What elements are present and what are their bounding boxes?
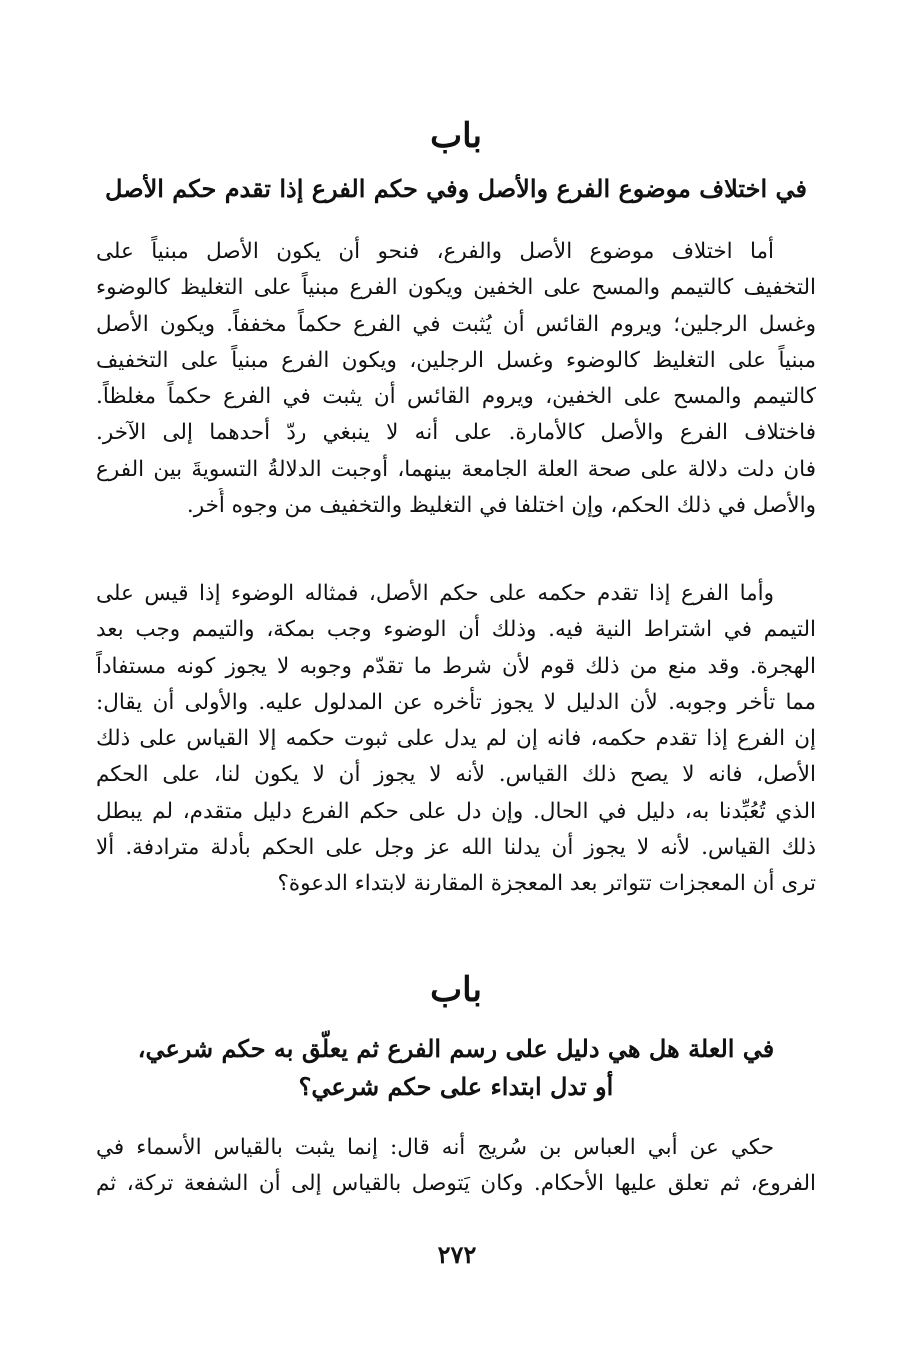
paragraph-line: فان دلت دلالة على صحة العلة الجامعة بينهما، أوجبت الدلالةُ التسويةَ بين الفرع [96,456,816,482]
paragraph-line: وغسل الرجلين؛ ويروم القائس أن يُثبت في الفرع حكماً مخففاً. ويكون الأصل [96,311,816,337]
section-1-subtitle: في اختلاف موضوع الفرع والأصل وفي حكم الفرع إذا تقدم حكم الأصل [105,174,807,203]
section-2-subtitle-line-2: أو تدل ابتداء على حكم شرعي؟ [298,1072,614,1101]
section-2-heading [96,968,816,1106]
section-2-subtitle-line-1: في العلة هل هي دليل على رسم الفرع ثم يعلّق به حكم شرعي، [137,1034,775,1063]
section-1-heading [96,114,816,210]
page-number: ٢٧٢ [437,1240,477,1269]
paragraph-line: التيمم في اشتراط النية فيه. وذلك أن الوضوء وجب بمكة، والتيمم وجب بعد [96,617,816,643]
paragraph-line: أما اختلاف موضوع الأصل والفرع، فنحو أن يكون الأصل مبنياً على [96,239,774,264]
paragraph-line: وأما الفرع إذا تقدم حكمه على حكم الأصل، فمثاله الوضوء إذا قيس على [96,581,774,606]
paragraph-line: والأصل في ذلك الحكم، وإن اختلفا في التغليظ والتخفيف من وجوه أُخر. [186,493,816,519]
paragraph-line: مبنياً على التغليظ كالوضوء وغسل الرجلين، ويكون الفرع مبنياً على التخفيف [96,347,816,373]
paragraph-line: فاختلاف الفرع والأصل كالأمارة. على أنه لا ينبغي ردّ أحدهما إلى الآخر. [96,420,816,446]
paragraph-3 [96,1130,816,1203]
paragraph-1 [96,234,816,524]
paragraph-line: كالتيمم والمسح على الخفين، ويروم القائس أن يثبت في الفرع حكماً مغلظاً. [96,384,816,410]
paragraph-line: الهجرة. وقد منع من ذلك قوم لأن شرط ما تقدّم وجوبه لا يجوز كونه مستفاداً [96,653,816,679]
section-2-bab-title: باب [430,970,482,1010]
paragraph-2 [96,576,816,903]
paragraph-line: الأصل، فانه لا يصح ذلك القياس. لأنه لا يجوز أن لا يكون لنا، على الحكم [96,762,816,788]
paragraph-line: ذلك القياس. لأنه لا يجوز أن يدلنا الله عز وجل على الحكم بأدلة مترادفة. ألا [96,835,816,861]
paragraph-line: مما تأخر وجوبه. لأن الدليل لا يجوز تأخره عن المدلول عليه. والأولى أن يقال: [96,689,816,715]
paragraph-line: ترى أن المعجزات تتواتر بعد المعجزة المقارنة لابتداء الدعوة؟ [277,871,816,897]
paragraph-line: الذي تُعُبِّدنا به، دليل في الحال. وإن دل على حكم الفرع دليل متقدم، لم يبطل [96,798,816,824]
paragraph-line: التخفيف كالتيمم والمسح على الخفين ويكون الفرع مبنياً على التغليظ كالوضوء [96,275,816,301]
paragraph-line: إن الفرع إذا تقدم حكمه، فانه إن لم يدل على ثبوت حكمه إلا القياس على ذلك [96,726,816,752]
paragraph-line: الفروع، ثم تعلق عليها الأحكام. وكان يَتوصل بالقياس إلى أن الشفعة تركة، ثم [96,1171,816,1197]
section-1-bab-title: باب [430,116,482,156]
paragraph-line: حكي عن أبي العباس بن سُريج أنه قال: إنما يثبت بالقياس الأسماء في [96,1135,774,1160]
